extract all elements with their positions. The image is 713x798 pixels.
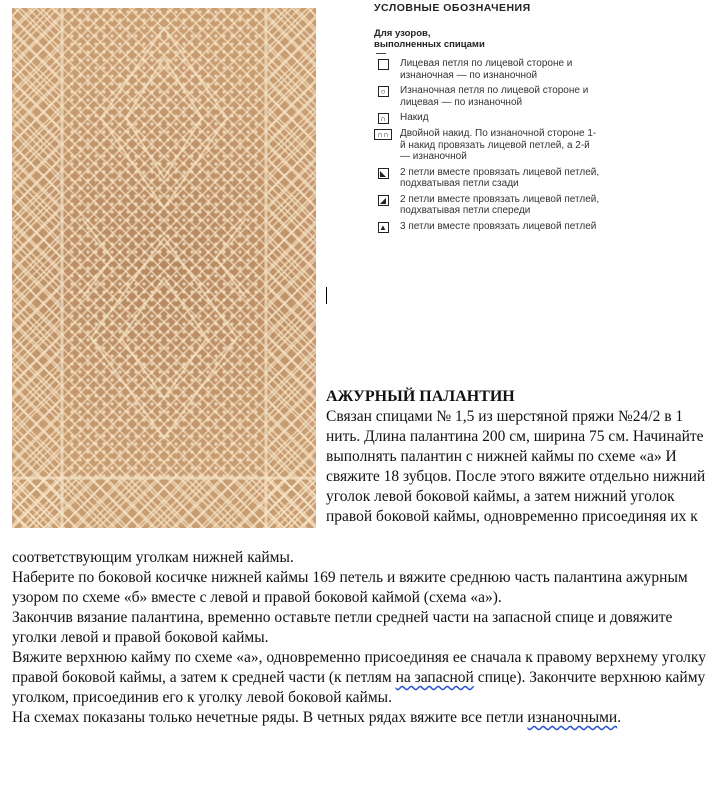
lace-pattern-graphic (12, 8, 316, 528)
legend-item-k2tog-front (366, 194, 611, 217)
paragraph-2: Наберите по боковой косичке нижней каймы 169 петель и вяжите среднюю часть палантина ажурным узором по схеме «б» вместе с левой и правой боковой каймой (схема «а»). (12, 569, 688, 606)
legend-item-text: Лицевая петля по лицевой стороне и изнаночная — по изнаночной (400, 58, 573, 81)
paragraph-1-end: соответствующим уголкам нижней каймы. (12, 549, 294, 566)
legend-item-yarn-over (366, 112, 611, 124)
knit-stitch-icon (378, 59, 389, 70)
article-title: АЖУРНЫЙ ПАЛАНТИН (326, 388, 515, 405)
legend-item-k3tog (366, 221, 611, 233)
paragraph-4 (12, 648, 708, 708)
intro-paragraph: Связан спицами № 1,5 из шерстяной пряжи №24/2 в 1 нить. Длина палантина 200 см, ширина 75 см. Начинайте выполнять палантин с нижней каймы по схеме «а» И свяжите 18 зубцов. После этого вяжите отдельно нижний уголок левой боковой каймы, а затем нижний уголок правой боковой каймы, одновременно присоединяя их к (326, 408, 706, 525)
k2tog-front-icon: ◢ (378, 195, 389, 206)
legend-subtitle-line1: Для узоров, (374, 28, 431, 39)
legend-item-text: 2 петли вместе провязать лицевой петлей, подхватывая петли сзади (400, 166, 600, 189)
paragraph-5 (12, 708, 708, 728)
paragraph-4-part-c: спице). Закончите верхнюю кайму уголком, присоединив его к уголку левой боковой каймы. (12, 669, 706, 706)
paragraph-4-part-a: Вяжите верхнюю кайму по схеме «а», одновременно присоединяя ее сначала к правому верхнему уголку правой боковой каймы, а затем к средней части (к петлям (12, 649, 706, 686)
shawl-photo (12, 8, 316, 528)
legend-item-knit (366, 58, 611, 81)
paragraph-5-part-c: . (617, 709, 622, 726)
legend-item-text: Накид (400, 112, 429, 123)
spellcheck-flagged-text[interactable]: на запасной (395, 669, 474, 686)
legend-item-text: Двойной накид. По изнаночной стороне 1-й накид провязать лицевой петлей, а 2-й — изнаночной (400, 128, 597, 162)
legend-subtitle-line2: выполненных спицами (374, 39, 485, 50)
yarn-over-icon: ∩ (378, 113, 389, 124)
legend-item-text: 2 петли вместе провязать лицевой петлей, подхватывая петли спереди (400, 193, 600, 216)
legend-title: УСЛОВНЫЕ ОБОЗНАЧЕНИЯ (374, 2, 531, 14)
double-yarn-over-icon: ∩∩ (374, 129, 392, 140)
legend-divider (376, 53, 386, 54)
text-cursor[interactable] (326, 287, 327, 304)
article-intro[interactable] (326, 407, 706, 527)
spellcheck-flagged-word[interactable]: изнаночными (527, 709, 618, 726)
legend-item-k2tog-back (366, 167, 611, 190)
k3tog-icon: ▲ (379, 222, 387, 232)
legend-subtitle (374, 28, 611, 50)
paragraph-3: Закончив вязание палантина, временно оставьте петли средней части на запасной спице и довяжите уголки левой и правой боковой каймы. (12, 609, 673, 646)
paragraph-5-part-a: На схемах показаны только нечетные ряды. В четных рядах вяжите все петли (12, 709, 528, 726)
legend-item-text: 3 петли вместе провязать лицевой петлей (400, 220, 597, 232)
symbol-legend (366, 0, 611, 290)
legend-item-double-yarn-over (366, 128, 611, 163)
legend-item-text: Изнаночная петля по лицевой стороне и лицевая — по изнаночной (400, 85, 589, 108)
legend-item-purl (366, 85, 611, 108)
purl-stitch-icon: ○ (378, 86, 389, 97)
k2tog-back-icon: ◣ (378, 168, 389, 179)
article-body[interactable] (12, 548, 708, 728)
